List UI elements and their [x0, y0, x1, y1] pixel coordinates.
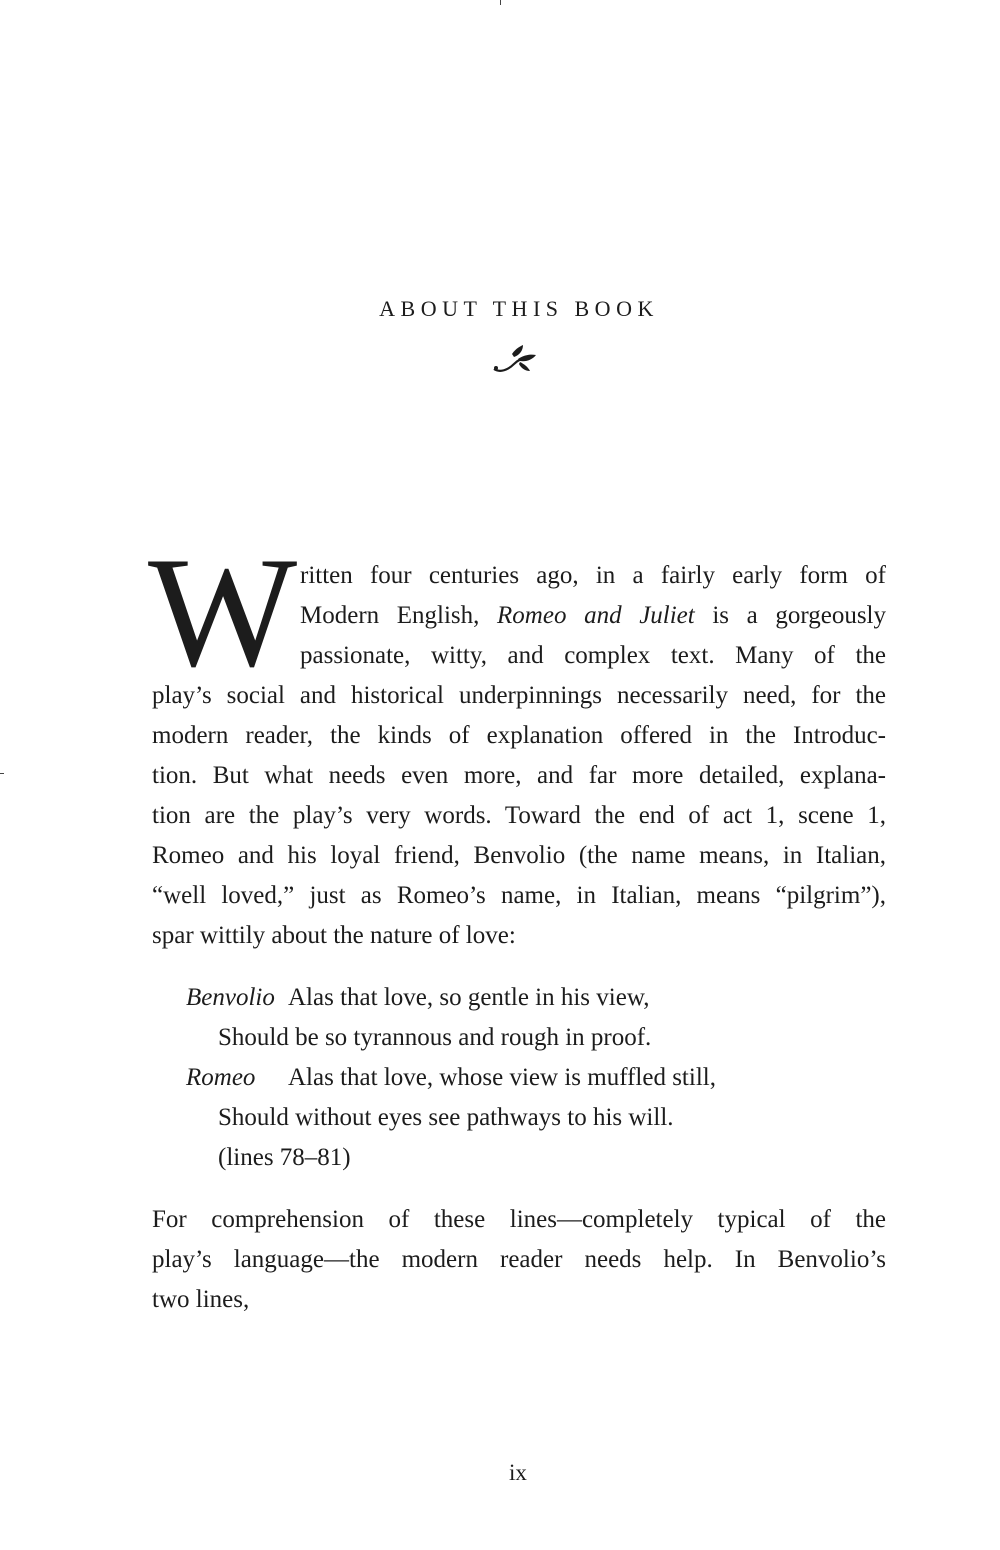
fleuron-ornament-icon	[490, 342, 544, 374]
speaker-name: Benvolio	[186, 984, 275, 1011]
verse-line: Should be so tyrannous and rough in proof.	[218, 1024, 652, 1051]
verse-citation: (lines 78–81)	[218, 1144, 351, 1171]
paragraph-line: modern reader, the kinds of explanation offered in the Introduc-	[152, 722, 886, 749]
crop-mark-left	[0, 773, 4, 774]
paragraph-line: Romeo and his loyal friend, Benvolio (the name means, in Italian,	[152, 842, 886, 869]
verse-line: Benvolio Alas that love, so gentle in his view,	[186, 978, 716, 1018]
verse-line: Should without eyes see pathways to his will.	[218, 1104, 674, 1131]
paragraph-line: spar wittily about the nature of love:	[152, 922, 516, 949]
speaker-name: Romeo	[186, 1064, 256, 1091]
section-title: ABOUT THIS BOOK	[379, 296, 659, 321]
paragraph-line: tion. But what needs even more, and far more detailed, explana-	[152, 762, 886, 789]
paragraph-line: two lines,	[152, 1286, 250, 1313]
paragraph-line: play’s language—the modern reader needs help. In Benvolio’s	[152, 1246, 886, 1273]
paragraph-line: For comprehension of these lines—completely typical of the	[152, 1206, 886, 1233]
verse-quotation	[186, 978, 716, 1178]
paragraph-2	[152, 1200, 886, 1320]
play-title-italic: Romeo and Juliet	[497, 602, 695, 629]
drop-cap-letter: W	[148, 525, 298, 700]
paragraph-line: passionate, witty, and complex text. Many of the	[300, 642, 886, 669]
paragraph-line: Modern English, Romeo and Juliet is a gorgeously	[300, 602, 887, 629]
paragraph-line: play’s social and historical underpinnings necessarily need, for the	[152, 682, 886, 709]
paragraph-1	[152, 556, 886, 956]
crop-mark-top	[500, 0, 501, 5]
verse-line: Romeo Alas that love, whose view is muffled still,	[186, 1058, 716, 1098]
page-number: ix	[509, 1460, 527, 1485]
paragraph-line: “well loved,” just as Romeo’s name, in Italian, means “pilgrim”),	[152, 882, 886, 909]
paragraph-line: ritten four centuries ago, in a fairly early form of	[300, 562, 886, 589]
paragraph-line: tion are the play’s very words. Toward the end of act 1, scene 1,	[152, 802, 886, 829]
